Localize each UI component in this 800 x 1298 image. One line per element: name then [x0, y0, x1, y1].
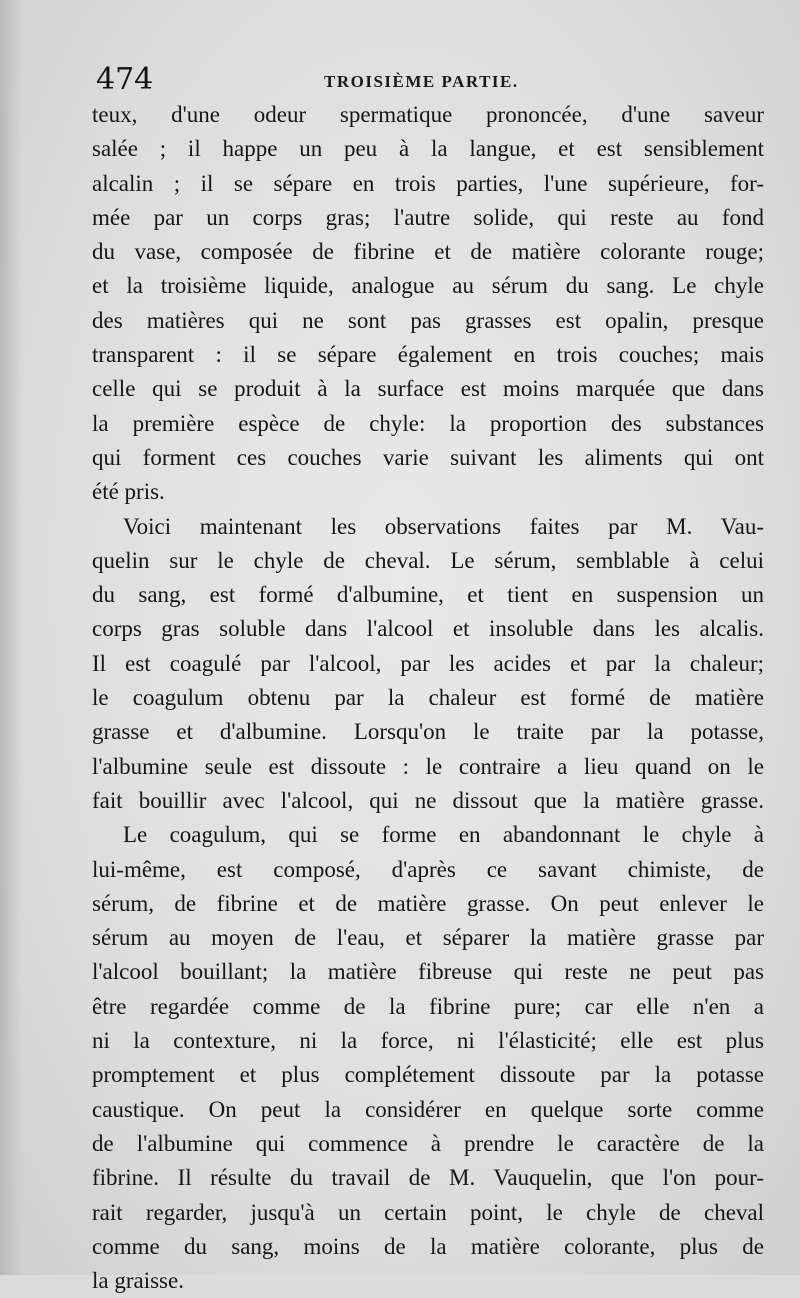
text-line: Voici maintenant les observations faites par M. Vau- [123, 513, 764, 539]
text-line: été pris. [92, 479, 165, 505]
text-line: la graisse. [92, 1268, 184, 1294]
text-line: l'alcool bouillant; la matière fibreuse qui reste ne peut pas [92, 959, 764, 985]
text-line: transparent : il se sépare également en trois couches; mais [92, 342, 764, 368]
text-line: celle qui se produit à la surface est moins marquée que dans [92, 376, 764, 402]
text-line: promptement et plus complétement dissoute par la potasse [92, 1062, 764, 1088]
text-line: mée par un corps gras; l'autre solide, qui reste au fond [92, 204, 764, 230]
text-line: et la troisième liquide, analogue au sérum du sang. Le chyle [92, 273, 764, 299]
text-line: corps gras soluble dans l'alcool et insoluble dans les alcalis. [92, 616, 764, 642]
body-text [92, 98, 764, 1298]
text-line: Le coagulum, qui se forme en abandonnant le chyle à [123, 822, 764, 848]
running-head: TROISIÈME PARTIE. [324, 72, 519, 91]
text-line: du sang, est formé d'albumine, et tient en suspension un [92, 582, 764, 608]
text-line: ni la contexture, ni la force, ni l'élasticité; elle est plus [92, 1028, 764, 1054]
text-line: qui forment ces couches varie suivant les aliments qui ont [92, 444, 764, 470]
text-line: caustique. On peut la considérer en quelque sorte comme [92, 1096, 764, 1122]
text-line: comme du sang, moins de la matière colorante, plus de [92, 1233, 764, 1259]
text-line: être regardée comme de la fibrine pure; car elle n'en a [92, 993, 764, 1019]
text-line: l'albumine seule est dissoute : le contraire a lieu quand on le [92, 753, 764, 779]
text-line: fibrine. Il résulte du travail de M. Vauquelin, que l'on pour- [92, 1165, 764, 1191]
page-gutter-shadow [0, 0, 22, 1275]
text-line: rait regarder, jusqu'à un certain point, le chyle de cheval [92, 1199, 764, 1225]
text-line: du vase, composée de fibrine et de matière colorante rouge; [92, 239, 764, 265]
text-line: quelin sur le chyle de cheval. Le sérum, semblable à celui [92, 547, 764, 573]
text-line: teux, d'une odeur spermatique prononcée, d'une saveur [92, 102, 764, 127]
text-line: des matières qui ne sont pas grasses est opalin, presque [92, 307, 764, 333]
page-header [96, 62, 764, 102]
text-line: Il est coagulé par l'alcool, par les acides et par la chaleur; [92, 650, 764, 676]
text-line: le coagulum obtenu par la chaleur est formé de matière [92, 685, 764, 711]
text-line: la première espèce de chyle: la proportion des substances [92, 410, 764, 436]
text-line: sérum, de fibrine et de matière grasse. On peut enlever le [92, 890, 764, 916]
text-line: de l'albumine qui commence à prendre le caractère de la [92, 1130, 764, 1156]
text-line: alcalin ; il se sépare en trois parties, l'une supérieure, for- [92, 170, 764, 196]
text-line: salée ; il happe un peu à la langue, et est sensiblement [92, 136, 764, 162]
text-line: fait bouillir avec l'alcool, qui ne dissout que la matière grasse. [92, 787, 764, 813]
text-line: sérum au moyen de l'eau, et séparer la matière grasse par [92, 925, 764, 951]
text-line: grasse et d'albumine. Lorsqu'on le traite par la potasse, [92, 719, 764, 745]
text-line: lui-même, est composé, d'après ce savant chimiste, de [92, 856, 764, 882]
page-number: 474 [96, 62, 154, 97]
